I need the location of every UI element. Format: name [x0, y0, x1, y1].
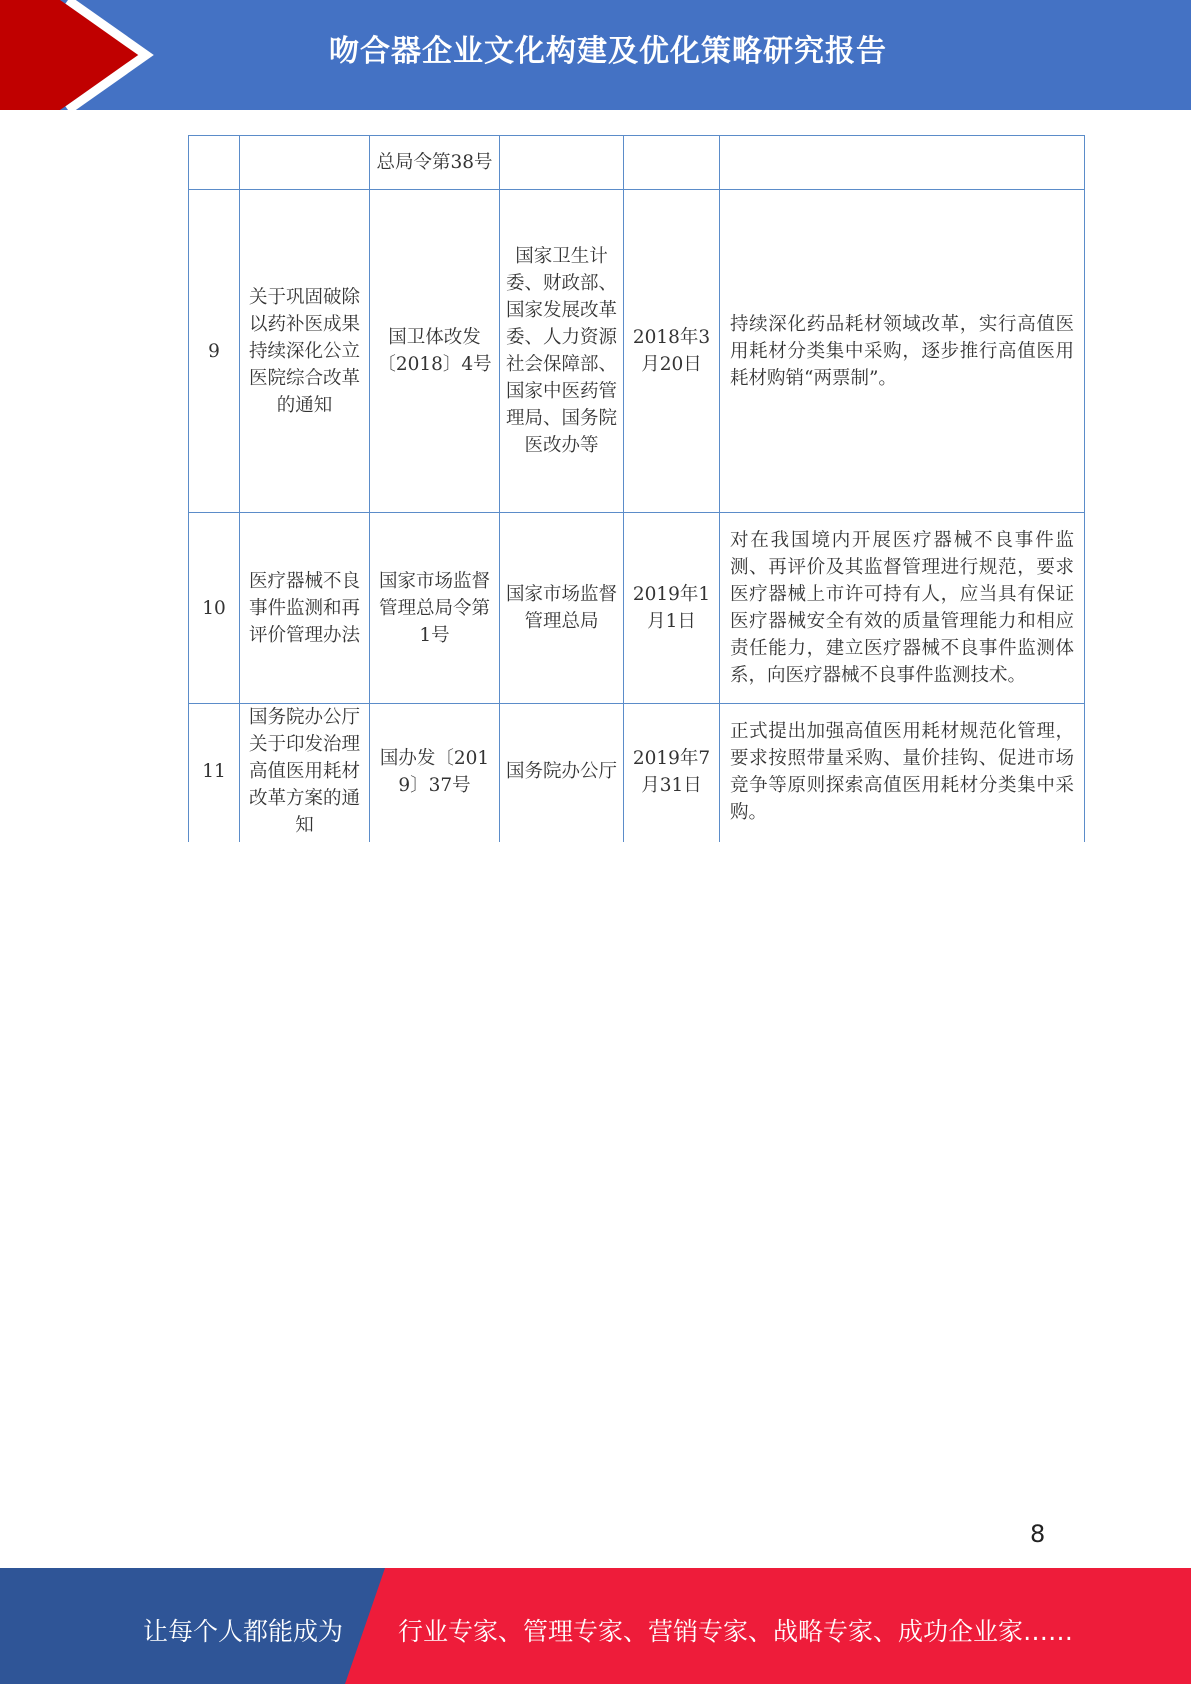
- row-number-cell: [189, 136, 240, 190]
- issuer-cell: 国家市场监督管理总局: [500, 513, 624, 704]
- document-number-cell: 总局令第38号: [370, 136, 500, 190]
- content-cell: [720, 136, 1085, 190]
- issuer-cell: [500, 136, 624, 190]
- issuer-cell: 国家卫生计委、财政部、国家发展改革委、人力资源社会保障部、国家中医药管理局、国务院医改办等: [500, 190, 624, 513]
- date-cell: 2019年7月31日: [624, 704, 720, 840]
- document-number-cell: 国家市场监督管理总局令第1号: [370, 513, 500, 704]
- content-cell: 正式提出加强高值医用耗材规范化管理，要求按照带量采购、量价挂钩、促进市场竞争等原则探索高值医用耗材分类集中采购。: [720, 704, 1085, 840]
- document-number-cell: 国卫体改发〔2018〕4号: [370, 190, 500, 513]
- date-cell: 2018年3月20日: [624, 190, 720, 513]
- row-number-cell: 11: [189, 704, 240, 840]
- table-row: [189, 136, 1085, 190]
- content-cell: 持续深化药品耗材领域改革，实行高值医用耗材分类集中采购，逐步推行高值医用耗材购销“两票制”。: [720, 190, 1085, 513]
- policy-name-cell: 关于巩固破除以药补医成果持续深化公立医院综合改革的通知: [240, 190, 370, 513]
- policy-table-container: [188, 135, 1085, 842]
- footer-slogan-right: 行业专家、管理专家、营销专家、战略专家、成功企业家……: [398, 1617, 1074, 1646]
- page-header: [0, 0, 1191, 110]
- table-continuation: [189, 839, 1085, 842]
- date-cell: 2019年1月1日: [624, 513, 720, 704]
- page-number: 8: [1030, 1520, 1046, 1548]
- document-number-cell: 国办发〔2019〕37号: [370, 704, 500, 840]
- row-number-cell: 10: [189, 513, 240, 704]
- policy-name-cell: 国务院办公厅关于印发治理高值医用耗材改革方案的通知: [240, 704, 370, 840]
- issuer-cell: 国务院办公厅: [500, 704, 624, 840]
- table-row: [189, 704, 1085, 840]
- policy-name-cell: [240, 136, 370, 190]
- report-title: 吻合器企业文化构建及优化策略研究报告: [329, 34, 887, 69]
- page-footer: [0, 1568, 1191, 1684]
- footer-slogan-left: 让每个人都能成为: [143, 1617, 344, 1646]
- policy-name-cell: 医疗器械不良事件监测和再评价管理办法: [240, 513, 370, 704]
- date-cell: [624, 136, 720, 190]
- table-row: [189, 513, 1085, 704]
- content-cell: 对在我国境内开展医疗器械不良事件监测、再评价及其监督管理进行规范，要求医疗器械上市许可持有人，应当具有保证医疗器械安全有效的质量管理能力和相应责任能力，建立医疗器械不良事件监测体系，向医疗器械不良事件监测技术。: [720, 513, 1085, 704]
- policy-table: [188, 135, 1085, 842]
- table-row: [189, 190, 1085, 513]
- row-number-cell: 9: [189, 190, 240, 513]
